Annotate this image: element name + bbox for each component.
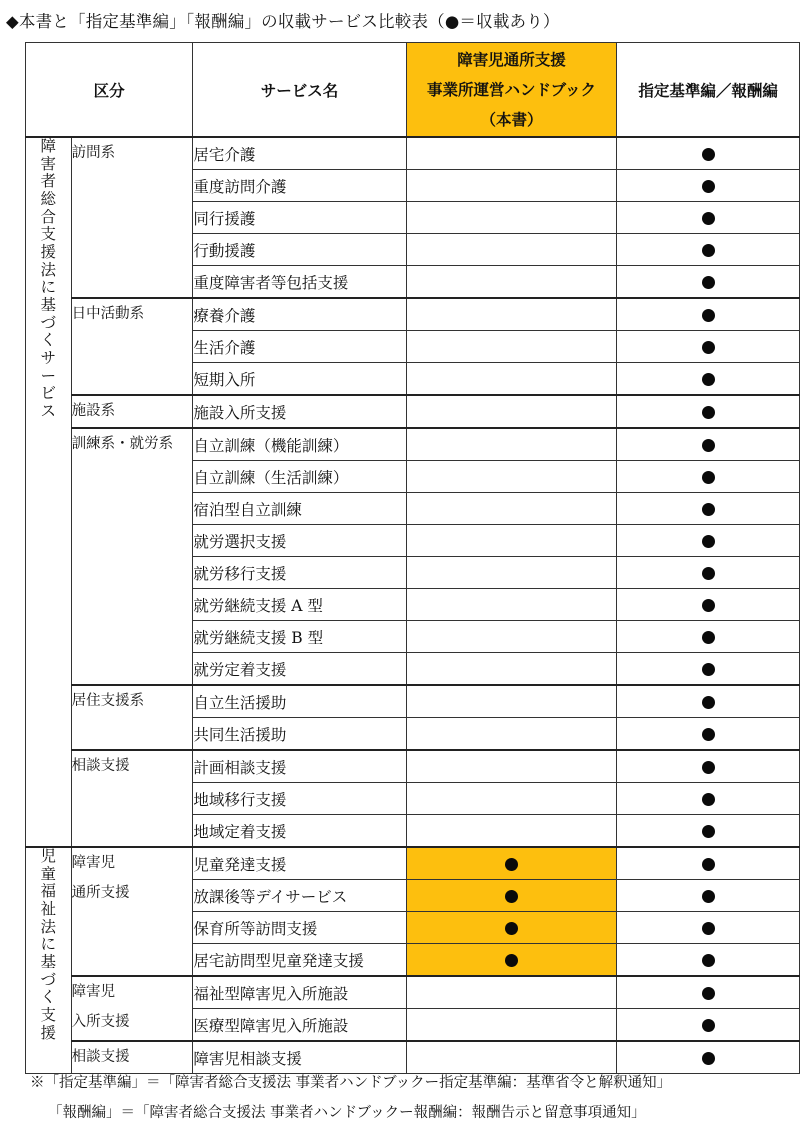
- service-name: 就労移行支援: [193, 557, 406, 589]
- service-name: 障害児相談支援: [193, 1041, 406, 1074]
- other-cell: [617, 750, 800, 783]
- included-dot-icon: [702, 954, 715, 967]
- included-dot-icon: [702, 148, 715, 161]
- table-body: [26, 137, 800, 1074]
- book-cell: [406, 428, 617, 461]
- book-cell: [406, 718, 617, 751]
- included-dot-icon: [702, 1019, 715, 1032]
- book-cell: [406, 976, 617, 1009]
- included-dot-icon: [702, 858, 715, 871]
- service-name: 短期入所: [193, 363, 406, 396]
- other-cell: [617, 847, 800, 880]
- header-book: [406, 43, 617, 138]
- included-dot-icon: [702, 503, 715, 516]
- book-cell: [406, 266, 617, 299]
- other-cell: [617, 331, 800, 363]
- service-name: 地域定着支援: [193, 815, 406, 848]
- service-name: 自立生活援助: [193, 685, 406, 718]
- section-label: 児 童 福 祉 法 に 基 づ く 支 援: [26, 847, 72, 1074]
- book-cell: [406, 461, 617, 493]
- table-row: [26, 395, 800, 428]
- included-dot-icon: [505, 890, 518, 903]
- included-dot-icon: [702, 276, 715, 289]
- header-book-line: 事業所運営ハンドブック: [427, 80, 596, 99]
- service-name: 計画相談支援: [193, 750, 406, 783]
- included-dot-icon: [702, 987, 715, 1000]
- other-cell: [617, 461, 800, 493]
- group-label: [71, 750, 193, 847]
- included-dot-icon: [702, 180, 715, 193]
- other-cell: [617, 976, 800, 1009]
- group-label-line: 居住支援系: [71, 693, 145, 709]
- other-cell: [617, 266, 800, 299]
- included-dot-icon: [505, 954, 518, 967]
- service-name: 居宅介護: [193, 137, 406, 170]
- book-cell: [406, 912, 617, 944]
- other-cell: [617, 525, 800, 557]
- other-cell: [617, 234, 800, 266]
- header-book-line: （本書）: [480, 110, 543, 129]
- book-cell: [406, 493, 617, 525]
- other-cell: [617, 1009, 800, 1042]
- included-dot-icon: [702, 373, 715, 386]
- other-cell: [617, 298, 800, 331]
- included-dot-icon: [702, 244, 715, 257]
- other-cell: [617, 170, 800, 202]
- book-cell: [406, 653, 617, 686]
- group-label-line: 相談支援: [71, 1049, 130, 1065]
- service-name: 重度障害者等包括支援: [193, 266, 406, 299]
- included-dot-icon: [505, 858, 518, 871]
- service-name: 施設入所支援: [193, 395, 406, 428]
- other-cell: [617, 685, 800, 718]
- service-name: 福祉型障害児入所施設: [193, 976, 406, 1009]
- group-label: [71, 976, 193, 1041]
- table-row: [26, 1041, 800, 1074]
- service-name: 就労選択支援: [193, 525, 406, 557]
- book-cell: [406, 815, 617, 848]
- service-name: 宿泊型自立訓練: [193, 493, 406, 525]
- group-label-line: 障害児: [71, 984, 116, 1000]
- service-name: 就労継続支援 B 型: [193, 621, 406, 653]
- service-name: 生活介護: [193, 331, 406, 363]
- header-service: サービス名: [193, 43, 406, 138]
- group-label: [71, 847, 193, 976]
- service-name: 共同生活援助: [193, 718, 406, 751]
- book-cell: [406, 331, 617, 363]
- included-dot-icon: [702, 793, 715, 806]
- included-dot-icon: [702, 471, 715, 484]
- group-label-line: 相談支援: [71, 758, 130, 774]
- included-dot-icon: [702, 567, 715, 580]
- footnote: 「報酬編」＝「障害者総合支援法 事業者ハンドブックー報酬編：報酬告示と留意事項通知」: [48, 1105, 646, 1121]
- service-name: 保育所等訪問支援: [193, 912, 406, 944]
- book-cell: [406, 363, 617, 396]
- included-dot-icon: [702, 890, 715, 903]
- other-cell: [617, 783, 800, 815]
- other-cell: [617, 137, 800, 170]
- group-label: [71, 1041, 193, 1074]
- other-cell: [617, 395, 800, 428]
- group-label-line: 入所支援: [71, 1014, 130, 1030]
- included-dot-icon: [702, 309, 715, 322]
- included-dot-icon: [702, 728, 715, 741]
- included-dot-icon: [702, 439, 715, 452]
- section-label: 障 害 者 総 合 支 援 法 に 基 づ く サ ー ビ ス: [26, 137, 72, 847]
- other-cell: [617, 557, 800, 589]
- page-title: ◆本書と「指定基準編」「報酬編」の収載サービス比較表（●＝収載あり）: [6, 12, 560, 31]
- book-cell: [406, 589, 617, 621]
- table-row: [26, 750, 800, 783]
- header-other: 指定基準編／報酬編: [617, 43, 800, 138]
- other-cell: [617, 718, 800, 751]
- included-dot-icon: [505, 922, 518, 935]
- book-cell: [406, 1009, 617, 1042]
- group-label: [71, 395, 193, 428]
- footnote: ※「指定基準編」＝「障害者総合支援法 事業者ハンドブックー指定基準編：基準省令と解釈通知」: [30, 1075, 672, 1091]
- book-cell: [406, 1041, 617, 1074]
- other-cell: [617, 202, 800, 234]
- group-label-line: 通所支援: [71, 885, 130, 901]
- other-cell: [617, 912, 800, 944]
- header-category: 区分: [26, 43, 193, 138]
- book-cell: [406, 234, 617, 266]
- included-dot-icon: [702, 212, 715, 225]
- table-row: [26, 685, 800, 718]
- service-name: 自立訓練（機能訓練）: [193, 428, 406, 461]
- included-dot-icon: [702, 696, 715, 709]
- book-cell: [406, 783, 617, 815]
- group-label-line: 障害児: [71, 855, 116, 871]
- service-name: 療養介護: [193, 298, 406, 331]
- table-row: [26, 976, 800, 1009]
- service-name: 就労定着支援: [193, 653, 406, 686]
- service-comparison-table: [25, 42, 800, 1074]
- book-cell: [406, 621, 617, 653]
- other-cell: [617, 944, 800, 977]
- book-cell: [406, 137, 617, 170]
- table-row: [26, 847, 800, 880]
- included-dot-icon: [702, 535, 715, 548]
- book-cell: [406, 202, 617, 234]
- service-name: 自立訓練（生活訓練）: [193, 461, 406, 493]
- included-dot-icon: [702, 599, 715, 612]
- service-name: 医療型障害児入所施設: [193, 1009, 406, 1042]
- header-book-line: 障害児通所支援: [457, 50, 566, 69]
- table-row: [26, 298, 800, 331]
- other-cell: [617, 493, 800, 525]
- book-cell: [406, 750, 617, 783]
- included-dot-icon: [702, 825, 715, 838]
- book-cell: [406, 298, 617, 331]
- other-cell: [617, 1041, 800, 1074]
- service-name: 児童発達支援: [193, 847, 406, 880]
- other-cell: [617, 589, 800, 621]
- other-cell: [617, 653, 800, 686]
- book-cell: [406, 525, 617, 557]
- book-cell: [406, 557, 617, 589]
- group-label: [71, 685, 193, 750]
- group-label: [71, 298, 193, 395]
- service-name: 放課後等デイサービス: [193, 880, 406, 912]
- included-dot-icon: [702, 341, 715, 354]
- group-label: [71, 137, 193, 298]
- table-row: [26, 137, 800, 170]
- service-name: 行動援護: [193, 234, 406, 266]
- book-cell: [406, 880, 617, 912]
- included-dot-icon: [702, 631, 715, 644]
- included-dot-icon: [702, 406, 715, 419]
- table-row: [26, 428, 800, 461]
- service-name: 地域移行支援: [193, 783, 406, 815]
- included-dot-icon: [702, 663, 715, 676]
- other-cell: [617, 815, 800, 848]
- included-dot-icon: [702, 1052, 715, 1065]
- group-label: [71, 428, 193, 685]
- book-cell: [406, 395, 617, 428]
- included-dot-icon: [702, 761, 715, 774]
- book-cell: [406, 944, 617, 977]
- service-name: 同行援護: [193, 202, 406, 234]
- other-cell: [617, 880, 800, 912]
- group-label-line: 日中活動系: [71, 306, 145, 322]
- group-label-line: 施設系: [71, 403, 116, 419]
- group-label-line: 訪問系: [71, 145, 116, 161]
- service-name: 居宅訪問型児童発達支援: [193, 944, 406, 977]
- service-name: 就労継続支援 A 型: [193, 589, 406, 621]
- group-label-line: 訓練系・就労系: [71, 436, 174, 452]
- included-dot-icon: [702, 922, 715, 935]
- header-row: [26, 43, 800, 138]
- book-cell: [406, 685, 617, 718]
- service-name: 重度訪問介護: [193, 170, 406, 202]
- other-cell: [617, 363, 800, 396]
- other-cell: [617, 621, 800, 653]
- other-cell: [617, 428, 800, 461]
- book-cell: [406, 170, 617, 202]
- book-cell: [406, 847, 617, 880]
